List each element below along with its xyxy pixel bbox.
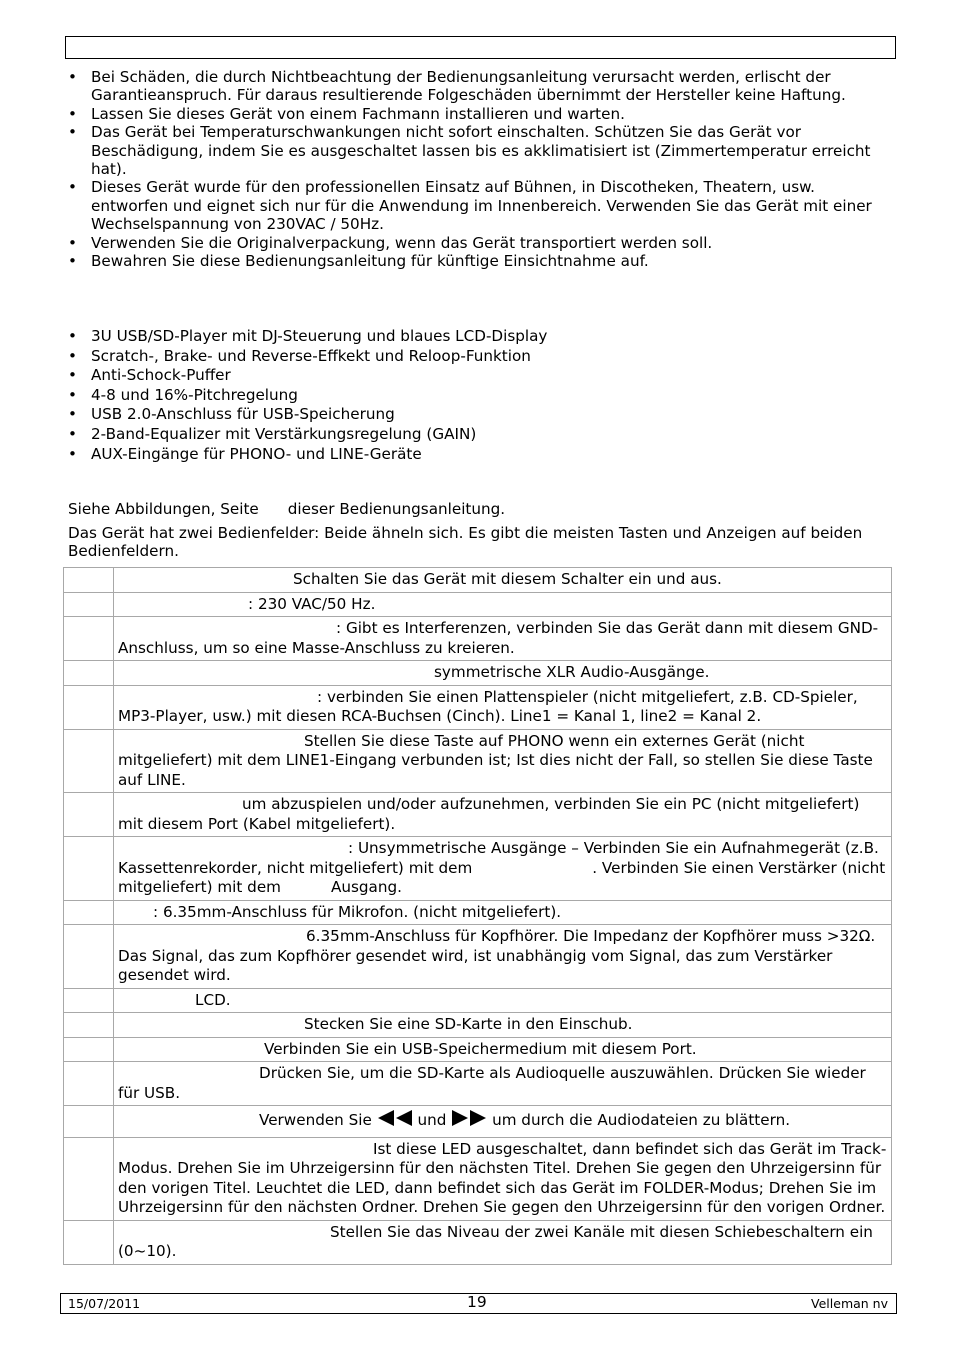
table-row xyxy=(64,685,892,729)
fast-forward-icon xyxy=(451,1109,487,1133)
table-row xyxy=(64,1220,892,1264)
item-number-cell xyxy=(64,1062,114,1106)
item-number-cell xyxy=(64,685,114,729)
warning-item: • Bei Schäden, die durch Nichtbeachtung der Bedienungsanleitung verursacht werden, erlischt der Garantieanspruch. Für daraus resultierende Folgeschäden übernimmt der Hersteller keine Haftung. xyxy=(68,68,883,105)
footer-date: 15/07/2011 xyxy=(68,1296,141,1311)
warning-item: • Verwenden Sie die Originalverpackung, wenn das Gerät transportiert werden soll. xyxy=(68,234,883,252)
item-number-cell xyxy=(64,793,114,837)
features-list xyxy=(68,327,883,464)
page-number: 19 xyxy=(467,1293,487,1311)
description-cell xyxy=(114,793,892,837)
table-row xyxy=(64,1062,892,1106)
usb-port-text: Verbinden Sie ein USB-Speichermedium mit diesem Port. xyxy=(264,1039,697,1058)
description-cell xyxy=(114,568,892,593)
sd-slot-text: Stecken Sie eine SD-Karte in den Einschub. xyxy=(304,1015,633,1033)
line-in-text: : verbinden Sie einen Plattenspieler (nicht mitgeliefert, z.B. CD-Spieler, MP3-Player, usw.) mit diesen RCA-Buchsen (Cinch). Line1 = Kanal 1, line2 = Kanal 2. xyxy=(118,687,858,725)
description-cell xyxy=(114,988,892,1013)
item-number-cell xyxy=(64,925,114,989)
power-switch-text: Schalten Sie das Gerät mit diesem Schalter ein und aus. xyxy=(293,570,722,588)
item-number-cell xyxy=(64,900,114,925)
table-row xyxy=(64,925,892,989)
description-cell xyxy=(114,617,892,661)
panels-description: Das Gerät hat zwei Bedienfelder: Beide ähneln sich. Es gibt die meisten Tasten und Anzeigen auf beiden Bedienfeldern. xyxy=(68,524,863,561)
usb-pc-text: um abzuspielen und/oder aufzunehmen, verbinden Sie ein PC (nicht mitgeliefert) mit diesem Port (Kabel mitgeliefert). xyxy=(118,795,860,833)
page-footer xyxy=(60,1293,897,1314)
power-supply-text: : 230 VAC/50 Hz. xyxy=(248,594,376,613)
description-cell xyxy=(114,685,892,729)
warning-item: • Dieses Gerät wurde für den professionellen Einsatz auf Bühnen, in Discotheken, Theatern, usw. entworfen und eignet sich nur für die Anwendung im Innenbereich. Verwenden Sie das Gerät mit einer Wechselspannung von 230VAC / 50Hz. xyxy=(68,178,883,233)
table-row xyxy=(64,568,892,593)
browse-text-c: um durch die Audiodateien zu blättern. xyxy=(492,1111,791,1129)
feature-item: • AUX-Eingänge für PHONO- und LINE-Geräte xyxy=(68,445,883,463)
description-cell xyxy=(114,592,892,617)
xlr-text: symmetrische XLR Audio-Ausgänge. xyxy=(434,663,710,681)
item-number-cell xyxy=(64,568,114,593)
source-text: Drücken Sie, um die SD-Karte als Audioquelle auszuwählen. Drücken Sie wieder für USB. xyxy=(118,1064,866,1102)
item-number-cell xyxy=(64,1220,114,1264)
level-text: Stellen Sie das Niveau der zwei Kanäle mit diesen Schiebeschaltern ein (0~10). xyxy=(118,1222,873,1260)
item-number-cell xyxy=(64,1137,114,1220)
table-row xyxy=(64,900,892,925)
description-cell xyxy=(114,1062,892,1106)
footer-brand: Velleman nv xyxy=(811,1296,888,1311)
item-number-cell xyxy=(64,1013,114,1038)
description-cell xyxy=(114,1106,892,1138)
description-cell xyxy=(114,661,892,686)
table-row xyxy=(64,793,892,837)
browse-text-b: und xyxy=(417,1111,447,1129)
item-number-cell xyxy=(64,729,114,793)
see-figures-text xyxy=(68,500,883,518)
table-row xyxy=(64,988,892,1013)
feature-item: • Anti-Schock-Puffer xyxy=(68,366,883,384)
description-cell xyxy=(114,729,892,793)
item-number-cell xyxy=(64,617,114,661)
see-figures-after: dieser Bedienungsanleitung. xyxy=(287,500,506,518)
item-number-cell xyxy=(64,1037,114,1062)
header-box xyxy=(65,36,896,59)
description-cell xyxy=(114,1037,892,1062)
rewind-icon xyxy=(377,1109,413,1133)
description-cell xyxy=(114,900,892,925)
lcd-text: LCD. xyxy=(195,990,231,1009)
description-cell xyxy=(114,1137,892,1220)
table-row xyxy=(64,837,892,901)
feature-item: • USB 2.0-Anschluss für USB-Speicherung xyxy=(68,405,883,423)
track-folder-text: Ist diese LED ausgeschaltet, dann befindet sich das Gerät im Track-Modus. Drehen Sie im Uhrzeigersinn für den nächsten Titel. Drehen Sie gegen den Uhrzeigersinn für den vorigen Titel. Leuchtet die LED, dann befindet sich das Gerät im FOLDER-Modus; Drehen Sie im Uhrzeigersinn für den nächsten Ordner. Drehen Sie gegen den Uhrzeigersinn für den vorigen Ordner. xyxy=(118,1139,887,1216)
description-cell xyxy=(114,837,892,901)
rec-out-text-b: . Verbinden Sie einen Verstärker (nicht mitgeliefert) mit dem xyxy=(118,858,886,896)
browse-text-a: Verwenden Sie xyxy=(259,1111,372,1129)
item-number-cell xyxy=(64,661,114,686)
warning-item: • Lassen Sie dieses Gerät von einem Fachmann installieren und warten. xyxy=(68,105,883,123)
item-number-cell xyxy=(64,988,114,1013)
safety-warnings-list xyxy=(68,68,883,270)
phono-line-text: Stellen Sie diese Taste auf PHONO wenn ein externes Gerät (nicht mitgeliefert) mit dem LINE1-Eingang verbunden ist; Ist dies nicht der Fall, so stellen Sie diese Taste auf LINE. xyxy=(118,731,873,789)
phones-text: 6.35mm-Anschluss für Kopfhörer. Die Impedanz der Kopfhörer muss >32Ω. Das Signal, das zum Kopfhörer gesendet wird, ist unabhängig vom Signal, das zum Verstärker gesendet wird. xyxy=(118,927,876,984)
table-row xyxy=(64,1106,892,1138)
table-row xyxy=(64,617,892,661)
warning-item: • Das Gerät bei Temperaturschwankungen nicht sofort einschalten. Schützen Sie das Gerät vor Beschädigung, indem Sie es ausgeschaltet lassen bis es akklimatisiert ist (Zimmertemperatur erreicht hat). xyxy=(68,123,883,178)
rec-out-text-a: : Unsymmetrische Ausgänge – Verbinden Sie ein Aufnahmegerät (z.B. Kassettenrekorder, nicht mitgeliefert) mit dem xyxy=(118,839,879,877)
feature-item: • Scratch-, Brake- und Reverse-Effkekt und Reloop-Funktion xyxy=(68,347,883,365)
table-row xyxy=(64,1137,892,1220)
panel-description-table xyxy=(63,567,892,1265)
item-number-cell xyxy=(64,837,114,901)
description-cell xyxy=(114,1220,892,1264)
table-row xyxy=(64,592,892,617)
warning-item: • Bewahren Sie diese Bedienungsanleitung für künftige Einsichtnahme auf. xyxy=(68,252,883,270)
feature-item: • 2-Band-Equalizer mit Verstärkungsregelung (GAIN) xyxy=(68,425,883,443)
table-row xyxy=(64,1013,892,1038)
item-number-cell xyxy=(64,1106,114,1138)
table-row xyxy=(64,661,892,686)
table-row xyxy=(64,1037,892,1062)
see-figures-before: Siehe Abbildungen, Seite xyxy=(68,500,259,518)
gnd-text: : Gibt es Interferenzen, verbinden Sie das Gerät dann mit diesem GND-Anschluss, um so eine Masse-Anschluss zu kreieren. xyxy=(118,619,879,657)
item-number-cell xyxy=(64,592,114,617)
mic-text: : 6.35mm-Anschluss für Mikrofon. (nicht mitgeliefert). xyxy=(153,902,562,921)
feature-item: • 4-8 und 16%-Pitchregelung xyxy=(68,386,883,404)
rec-out-text-c: Ausgang. xyxy=(330,878,402,896)
feature-item: • 3U USB/SD-Player mit DJ-Steuerung und blaues LCD-Display xyxy=(68,327,883,345)
description-cell xyxy=(114,925,892,989)
description-cell xyxy=(114,1013,892,1038)
table-row xyxy=(64,729,892,793)
